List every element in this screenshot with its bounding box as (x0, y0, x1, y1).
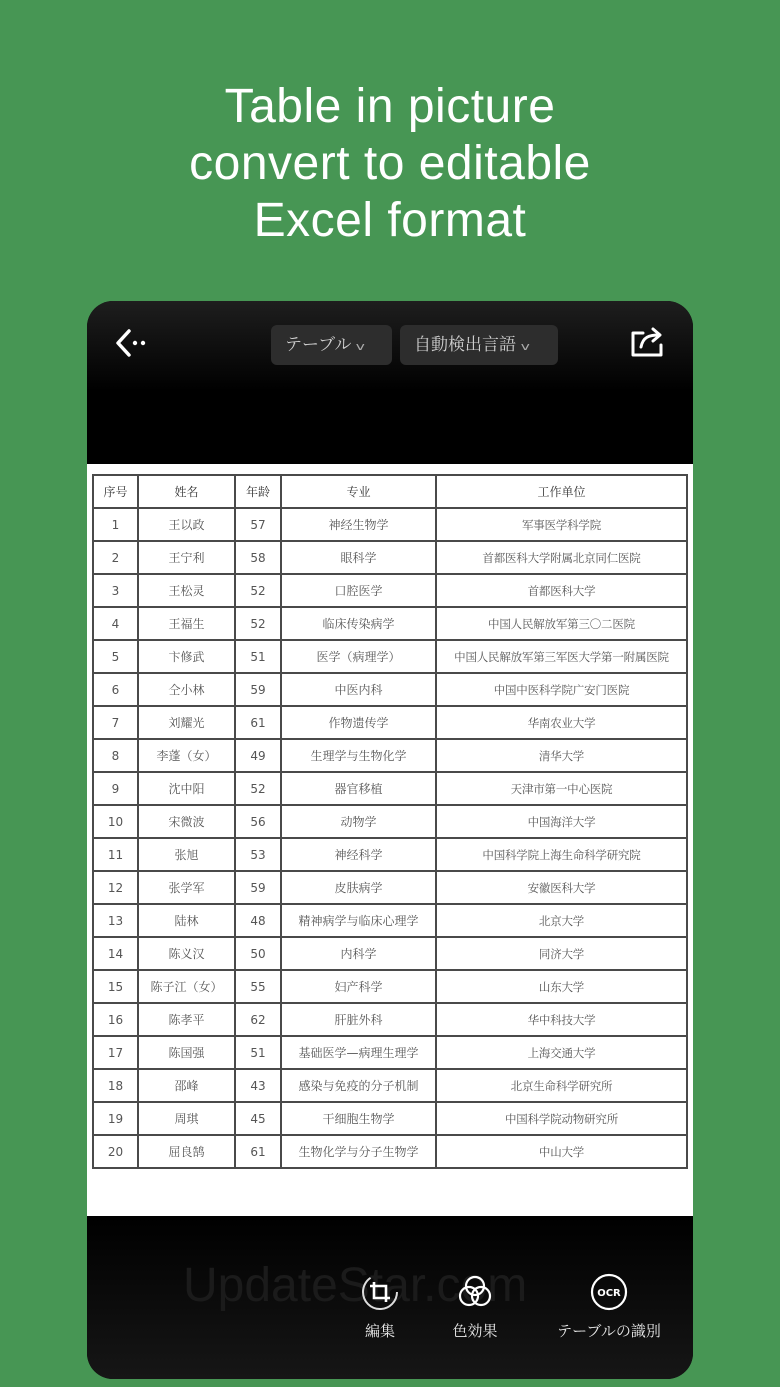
cell-age: 53 (235, 838, 281, 871)
cell-name: 张旭 (138, 838, 235, 871)
cell-workplace: 中山大学 (436, 1135, 687, 1168)
cell-workplace: 中国科学院动物研究所 (436, 1102, 687, 1135)
cell-workplace: 北京大学 (436, 904, 687, 937)
cell-age: 50 (235, 937, 281, 970)
cell-name: 王以政 (138, 508, 235, 541)
cell-workplace: 中国人民解放军第三军医大学第一附属医院 (436, 640, 687, 673)
cell-index: 17 (93, 1036, 138, 1069)
cell-major: 皮肤病学 (281, 871, 436, 904)
cell-age: 45 (235, 1102, 281, 1135)
table-row (93, 673, 687, 706)
table-recognition-button[interactable] (553, 1272, 665, 1341)
svg-text:OCR: OCR (597, 1288, 621, 1299)
cell-index: 6 (93, 673, 138, 706)
cell-index: 13 (93, 904, 138, 937)
cell-workplace: 华南农业大学 (436, 706, 687, 739)
table-row (93, 1003, 687, 1036)
cell-name: 陆林 (138, 904, 235, 937)
cell-name: 张学军 (138, 871, 235, 904)
table-row (93, 1036, 687, 1069)
cell-age: 52 (235, 574, 281, 607)
cell-workplace: 中国海洋大学 (436, 805, 687, 838)
cell-age: 43 (235, 1069, 281, 1102)
cell-workplace: 中国人民解放军第三〇二医院 (436, 607, 687, 640)
table-row (93, 706, 687, 739)
edit-button[interactable] (357, 1272, 403, 1341)
headline-line-1: Table in picture (224, 80, 556, 133)
cell-index: 5 (93, 640, 138, 673)
cell-major: 动物学 (281, 805, 436, 838)
cell-workplace: 同济大学 (436, 937, 687, 970)
cell-major: 肝脏外科 (281, 1003, 436, 1036)
chevron-down-icon: v (356, 340, 366, 353)
table-recognition-label: テーブルの識別 (557, 1322, 661, 1340)
cell-age: 48 (235, 904, 281, 937)
cell-major: 基础医学—病理生理学 (281, 1036, 436, 1069)
cell-major: 内科学 (281, 937, 436, 970)
headline (0, 78, 780, 249)
cell-index: 10 (93, 805, 138, 838)
table-row (93, 805, 687, 838)
cell-name: 邵峰 (138, 1069, 235, 1102)
table-header-row (93, 475, 687, 508)
cell-workplace: 中国科学院上海生命科学研究院 (436, 838, 687, 871)
cell-name: 王松灵 (138, 574, 235, 607)
table-row (93, 739, 687, 772)
headline-line-2: convert to editable (189, 137, 591, 190)
table-row (93, 508, 687, 541)
cell-index: 8 (93, 739, 138, 772)
cell-age: 55 (235, 970, 281, 1003)
cell-major: 眼科学 (281, 541, 436, 574)
cell-name: 沈中阳 (138, 772, 235, 805)
header-age: 年龄 (235, 475, 281, 508)
headline-line-3: Excel format (253, 194, 527, 247)
cell-age: 61 (235, 1135, 281, 1168)
cell-major: 妇产科学 (281, 970, 436, 1003)
cell-workplace: 清华大学 (436, 739, 687, 772)
cell-age: 56 (235, 805, 281, 838)
cell-name: 周琪 (138, 1102, 235, 1135)
cell-name: 卞修武 (138, 640, 235, 673)
table-mode-label: テーブル (285, 335, 352, 355)
cell-workplace: 安徽医科大学 (436, 871, 687, 904)
cell-index: 16 (93, 1003, 138, 1036)
table-row (93, 574, 687, 607)
table-row (93, 772, 687, 805)
table-row (93, 541, 687, 574)
table-row (93, 640, 687, 673)
cell-age: 59 (235, 871, 281, 904)
cell-major: 生理学与生物化学 (281, 739, 436, 772)
cell-major: 神经科学 (281, 838, 436, 871)
cell-age: 52 (235, 772, 281, 805)
data-table (92, 474, 688, 1169)
table-row (93, 1135, 687, 1168)
crop-rotate-icon (360, 1272, 400, 1312)
header-major: 专业 (281, 475, 436, 508)
cell-age: 49 (235, 739, 281, 772)
cell-index: 3 (93, 574, 138, 607)
cell-name: 陈国强 (138, 1036, 235, 1069)
cell-major: 器官移植 (281, 772, 436, 805)
cell-major: 神经生物学 (281, 508, 436, 541)
cell-index: 14 (93, 937, 138, 970)
color-effects-label: 色効果 (452, 1322, 498, 1340)
cell-workplace: 北京生命科学研究所 (436, 1069, 687, 1102)
back-arrow-icon[interactable] (113, 325, 149, 361)
table-row (93, 937, 687, 970)
cell-major: 作物遗传学 (281, 706, 436, 739)
table-row (93, 1069, 687, 1102)
cell-index: 20 (93, 1135, 138, 1168)
cell-index: 11 (93, 838, 138, 871)
table-row (93, 970, 687, 1003)
table-row (93, 904, 687, 937)
cell-index: 4 (93, 607, 138, 640)
share-icon[interactable] (627, 323, 665, 361)
bottom-toolbar (87, 1216, 693, 1379)
table-mode-dropdown[interactable] (271, 325, 392, 365)
cell-major: 精神病学与临床心理学 (281, 904, 436, 937)
ocr-icon (589, 1272, 629, 1312)
cell-age: 62 (235, 1003, 281, 1036)
cell-name: 李蓬（女） (138, 739, 235, 772)
cell-age: 61 (235, 706, 281, 739)
cell-name: 王福生 (138, 607, 235, 640)
watermark: UpdateStar.com (183, 1259, 528, 1312)
cell-index: 7 (93, 706, 138, 739)
cell-name: 宋微波 (138, 805, 235, 838)
cell-index: 12 (93, 871, 138, 904)
table-row (93, 871, 687, 904)
cell-index: 9 (93, 772, 138, 805)
cell-name: 陈义汉 (138, 937, 235, 970)
cell-age: 58 (235, 541, 281, 574)
cell-major: 生物化学与分子生物学 (281, 1135, 436, 1168)
color-effects-button[interactable] (444, 1272, 506, 1341)
chevron-down-icon: v (520, 340, 530, 353)
cell-major: 中医内科 (281, 673, 436, 706)
phone-screen (87, 301, 693, 1379)
cell-age: 51 (235, 1036, 281, 1069)
cell-index: 15 (93, 970, 138, 1003)
cell-workplace: 上海交通大学 (436, 1036, 687, 1069)
cell-index: 2 (93, 541, 138, 574)
header-name: 姓名 (138, 475, 235, 508)
cell-major: 临床传染病学 (281, 607, 436, 640)
cell-index: 19 (93, 1102, 138, 1135)
cell-major: 感染与免疫的分子机制 (281, 1069, 436, 1102)
cell-major: 口腔医学 (281, 574, 436, 607)
cell-index: 18 (93, 1069, 138, 1102)
color-effects-icon (455, 1272, 495, 1312)
cell-index: 1 (93, 508, 138, 541)
cell-age: 59 (235, 673, 281, 706)
cell-name: 陈孝平 (138, 1003, 235, 1036)
cell-name: 王宁利 (138, 541, 235, 574)
cell-age: 51 (235, 640, 281, 673)
cell-name: 陈子江（女） (138, 970, 235, 1003)
cell-workplace: 首都医科大学 (436, 574, 687, 607)
header-index: 序号 (93, 475, 138, 508)
cell-age: 52 (235, 607, 281, 640)
cell-name: 仝小林 (138, 673, 235, 706)
cell-major: 医学（病理学） (281, 640, 436, 673)
language-label: 自動検出言語 (414, 335, 516, 355)
cell-name: 屈良鹄 (138, 1135, 235, 1168)
cell-name: 刘耀光 (138, 706, 235, 739)
cell-major: 干细胞生物学 (281, 1102, 436, 1135)
cell-workplace: 天津市第一中心医院 (436, 772, 687, 805)
edit-label: 編集 (364, 1322, 395, 1340)
table-row (93, 607, 687, 640)
header-workplace: 工作单位 (436, 475, 687, 508)
cell-workplace: 军事医学科学院 (436, 508, 687, 541)
table-row (93, 1102, 687, 1135)
cell-workplace: 中国中医科学院广安门医院 (436, 673, 687, 706)
cell-workplace: 华中科技大学 (436, 1003, 687, 1036)
cell-age: 57 (235, 508, 281, 541)
cell-workplace: 首都医科大学附属北京同仁医院 (436, 541, 687, 574)
top-toolbar (87, 301, 693, 391)
language-dropdown[interactable] (400, 325, 558, 365)
cell-workplace: 山东大学 (436, 970, 687, 1003)
table-row (93, 838, 687, 871)
table-photo (87, 464, 693, 1216)
